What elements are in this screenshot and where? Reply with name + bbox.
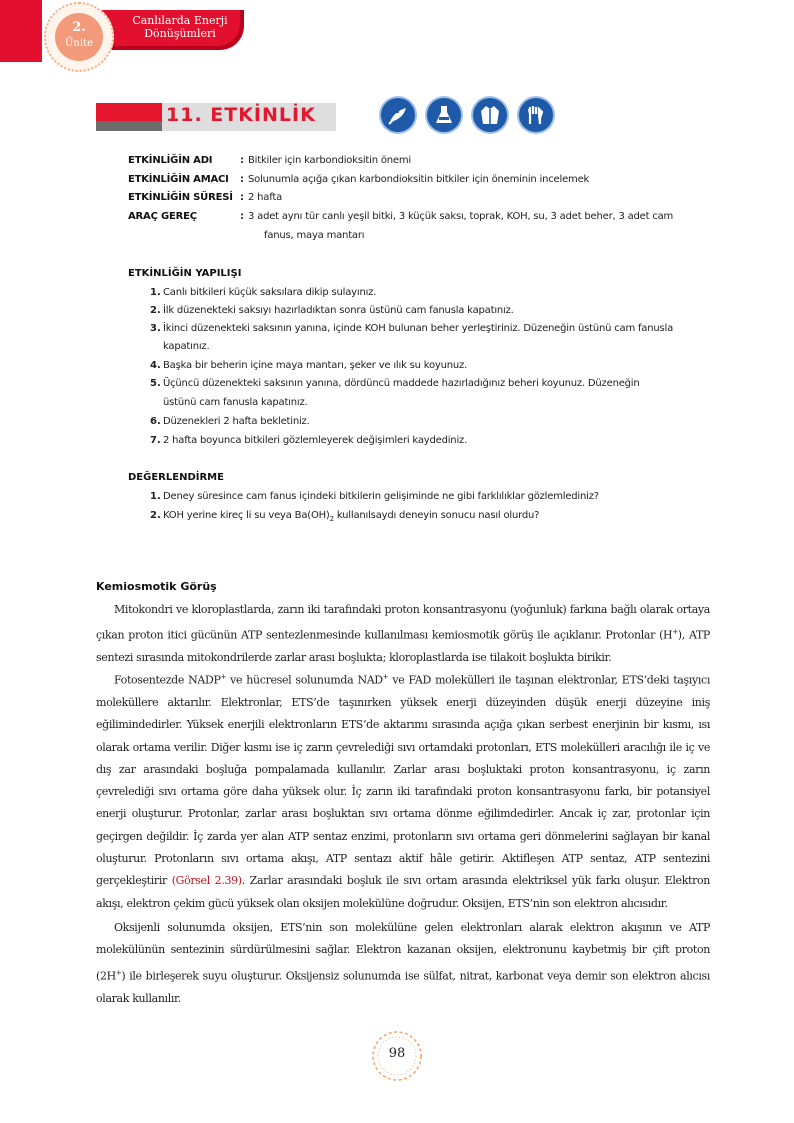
superscript: + — [115, 968, 122, 977]
paragraph-1 — [96, 599, 710, 670]
step-number: 1. — [150, 287, 161, 298]
paragraph-3 — [96, 917, 710, 1010]
unit-number: 2. — [72, 20, 86, 35]
step-number: 4. — [150, 360, 161, 371]
step-text: Üçüncü düzenekteki saksının yanına, dördüncü maddede hazırladığınız beheri koyunuz. Düzeneğin — [163, 378, 640, 389]
activity-banner-grey-strip — [96, 121, 162, 131]
step-text: Canlı bitkileri küçük saksılara dikip sulayınız. — [163, 287, 377, 298]
info-value-name: Bitkiler için karbondioksitin önemi — [248, 155, 411, 166]
info-value-purpose: Solunumla açığa çıkan karbondioksitin bitkiler için öneminin incelemek — [248, 174, 590, 185]
step-text-cont: kapatınız. — [163, 341, 210, 352]
p2-text-c: ve FAD molekülleri ile taşınan elektronlar, ETS’deki taşıyıcı moleküllere aktarılır. Elektronlar, ETS’de taşınırken yüksek enerji düzeyinden düşük enerji düzeyine iniş eğilimindedirler. Yüksek enerjili elektronların ETS’de aktarımı sırasında açığa çıkan serbest enerjinin bir kısmı, ısı olarak ortama verilir. Diğer kısmı ise iç zarın çevrelediği sıvı ortamdaki protonları, ETS molekülleri aracılığı ile iç ve dış zar arasındaki boşluğa pompalamada kullanılır. Zarlar arası boşluktaki proton konsantrasyonu, iç zarın çevrelediği sıvı ortama göre daha yüksek olur. İç zarın iki tarafındaki proton konsantrasyonu farkı, bir potansiyel enerji oluşturur. Protonlar, zarlar arası boşluktan sıvı ortama dönme eğilimdedirler. Ancak iç zar, protonlar için geçirgen değildir. İç zarda yer alan ATP sentaz enzimi, protonların sıvı ortama geri dönmelerini sağlayan bir kanal oluşturur. Protonların sıvı ortama akışı, ATP sentazı aktif hâle getirir. Aktifleşen ATP sentaz, ATP sentezini gerçekleştirir — [96, 673, 710, 888]
question-text-a: KOH yerine kireç li su veya Ba(OH) — [163, 510, 330, 521]
colon: : — [240, 174, 244, 185]
info-label-name: ETKİNLİĞİN ADI — [128, 155, 213, 166]
procedure-title: ETKİNLİĞİN YAPILIŞI — [128, 268, 242, 279]
info-label-duration: ETKİNLİĞİN SÜRESİ — [128, 192, 233, 203]
evaluation-title: DEĞERLENDİRME — [128, 472, 224, 483]
activity-title: 11. ETKİNLİK — [166, 104, 316, 126]
step-text: Düzenekleri 2 hafta bekletiniz. — [163, 416, 310, 427]
p2-text-b: ve hücresel solunumda NAD — [226, 673, 383, 687]
info-label-purpose: ETKİNLİĞİN AMACI — [128, 174, 229, 185]
colon: : — [240, 155, 244, 166]
unit-badge — [44, 2, 114, 72]
info-label-materials: ARAÇ GEREÇ — [128, 211, 197, 222]
figure-reference-link[interactable]: (Görsel 2.39) — [171, 874, 242, 888]
p2-text-a: Fotosentezde NADP — [114, 673, 221, 687]
p2-text-d: . Zarlar arasındaki boşluk ile sıvı ortam arasında elektriksel yük farkı oluşur. Elektron akışı, elektron çekim gücü yüksek olan oksijen molekülüne doğrudur. Oksijen, ETS’nin son elektron alıcısıdır. — [96, 874, 711, 910]
chapter-title: Canlılarda Enerji Dönüşümleri — [132, 14, 228, 40]
section-title: Kemiosmotik Görüş — [96, 580, 217, 593]
subscript: 2 — [329, 515, 334, 523]
header-red-bar — [0, 0, 42, 62]
colon: : — [240, 211, 244, 222]
step-number: 5. — [150, 378, 161, 389]
step-text: İlk düzenekteki saksıyı hazırladıktan sonra üstünü cam fanusla kapatınız. — [163, 305, 514, 316]
question-text-b: kullanılsaydı deneyin sonucu nasıl olurdu? — [333, 510, 540, 521]
info-value-materials-cont: fanus, maya mantarı — [264, 230, 365, 241]
page-number: 98 — [388, 1046, 406, 1061]
step-number: 2. — [150, 305, 161, 316]
step-number: 3. — [150, 323, 161, 334]
paragraph-2 — [96, 666, 710, 915]
gloves-icon — [519, 98, 553, 132]
p1-text-end: ), ATP sentezi sırasında mitokondrilerde zarlar arası boşlukta; kloroplastlarda ise tilakoit boşlukta birikir. — [96, 628, 710, 665]
superscript: + — [220, 673, 227, 681]
step-number: 7. — [150, 435, 161, 446]
step-text-cont: üstünü cam fanusla kapatınız. — [163, 397, 308, 408]
lab-coat-icon — [473, 98, 507, 132]
question-number: 1. — [150, 491, 161, 502]
info-value-materials: 3 adet aynı tür canlı yeşil bitki, 3 küçük saksı, toprak, KOH, su, 3 adet beher, 3 adet cam — [248, 211, 674, 222]
question-text — [163, 510, 539, 523]
superscript: + — [382, 673, 389, 681]
p3-text-a: Oksijenli solunumda oksijen, ETS’nin son molekülüne gelen elektronları alarak elektron akışının ve ATP molekülünün sentezinin sürdürülmesini sağlar. Elektron kazanan oksijen, elektronunu kaybetmiş bir çift proton (2H — [96, 921, 710, 983]
step-text: Başka bir beherin içine maya mantarı, şeker ve ılık su koyunuz. — [163, 360, 468, 371]
superscript: + — [672, 628, 678, 637]
step-text: 2 hafta boyunca bitkileri gözlemleyerek değişimleri kaydediniz. — [163, 435, 468, 446]
unit-label: Ünite — [64, 38, 93, 49]
question-text: Deney süresince cam fanus içindeki bitkilerin gelişiminde ne gibi farklılıklar gözlemlediniz? — [163, 491, 599, 502]
step-text: İkinci düzenekteki saksının yanına, içinde KOH bulunan beher yerleştiriniz. Düzeneğin üstünü cam fanusla — [163, 323, 674, 334]
question-number: 2. — [150, 510, 161, 521]
lab-flask-icon — [427, 98, 461, 132]
p3-text-b: ) ile birleşerek suyu oluşturur. Oksijensiz solunumda ise sülfat, nitrat, karbonat veya demir son elektron alıcısı olarak kullanılır. — [96, 969, 710, 1005]
unit-badge-circle — [55, 13, 103, 61]
page-number-badge — [370, 1029, 424, 1083]
p1-text: Mitokondri ve kloroplastlarda, zarın iki tarafındaki proton konsantrasyonu (yoğunluk) farkına bağlı olarak ortaya çıkan proton itici gücünün ATP sentezlenmesinde kullanılması kemiosmotik görüş ile açıklanır. Protonlar (H — [96, 603, 710, 642]
plant-protection-icon — [381, 98, 415, 132]
info-value-duration: 2 hafta — [248, 192, 283, 203]
colon: : — [240, 192, 244, 203]
step-number: 6. — [150, 416, 161, 427]
